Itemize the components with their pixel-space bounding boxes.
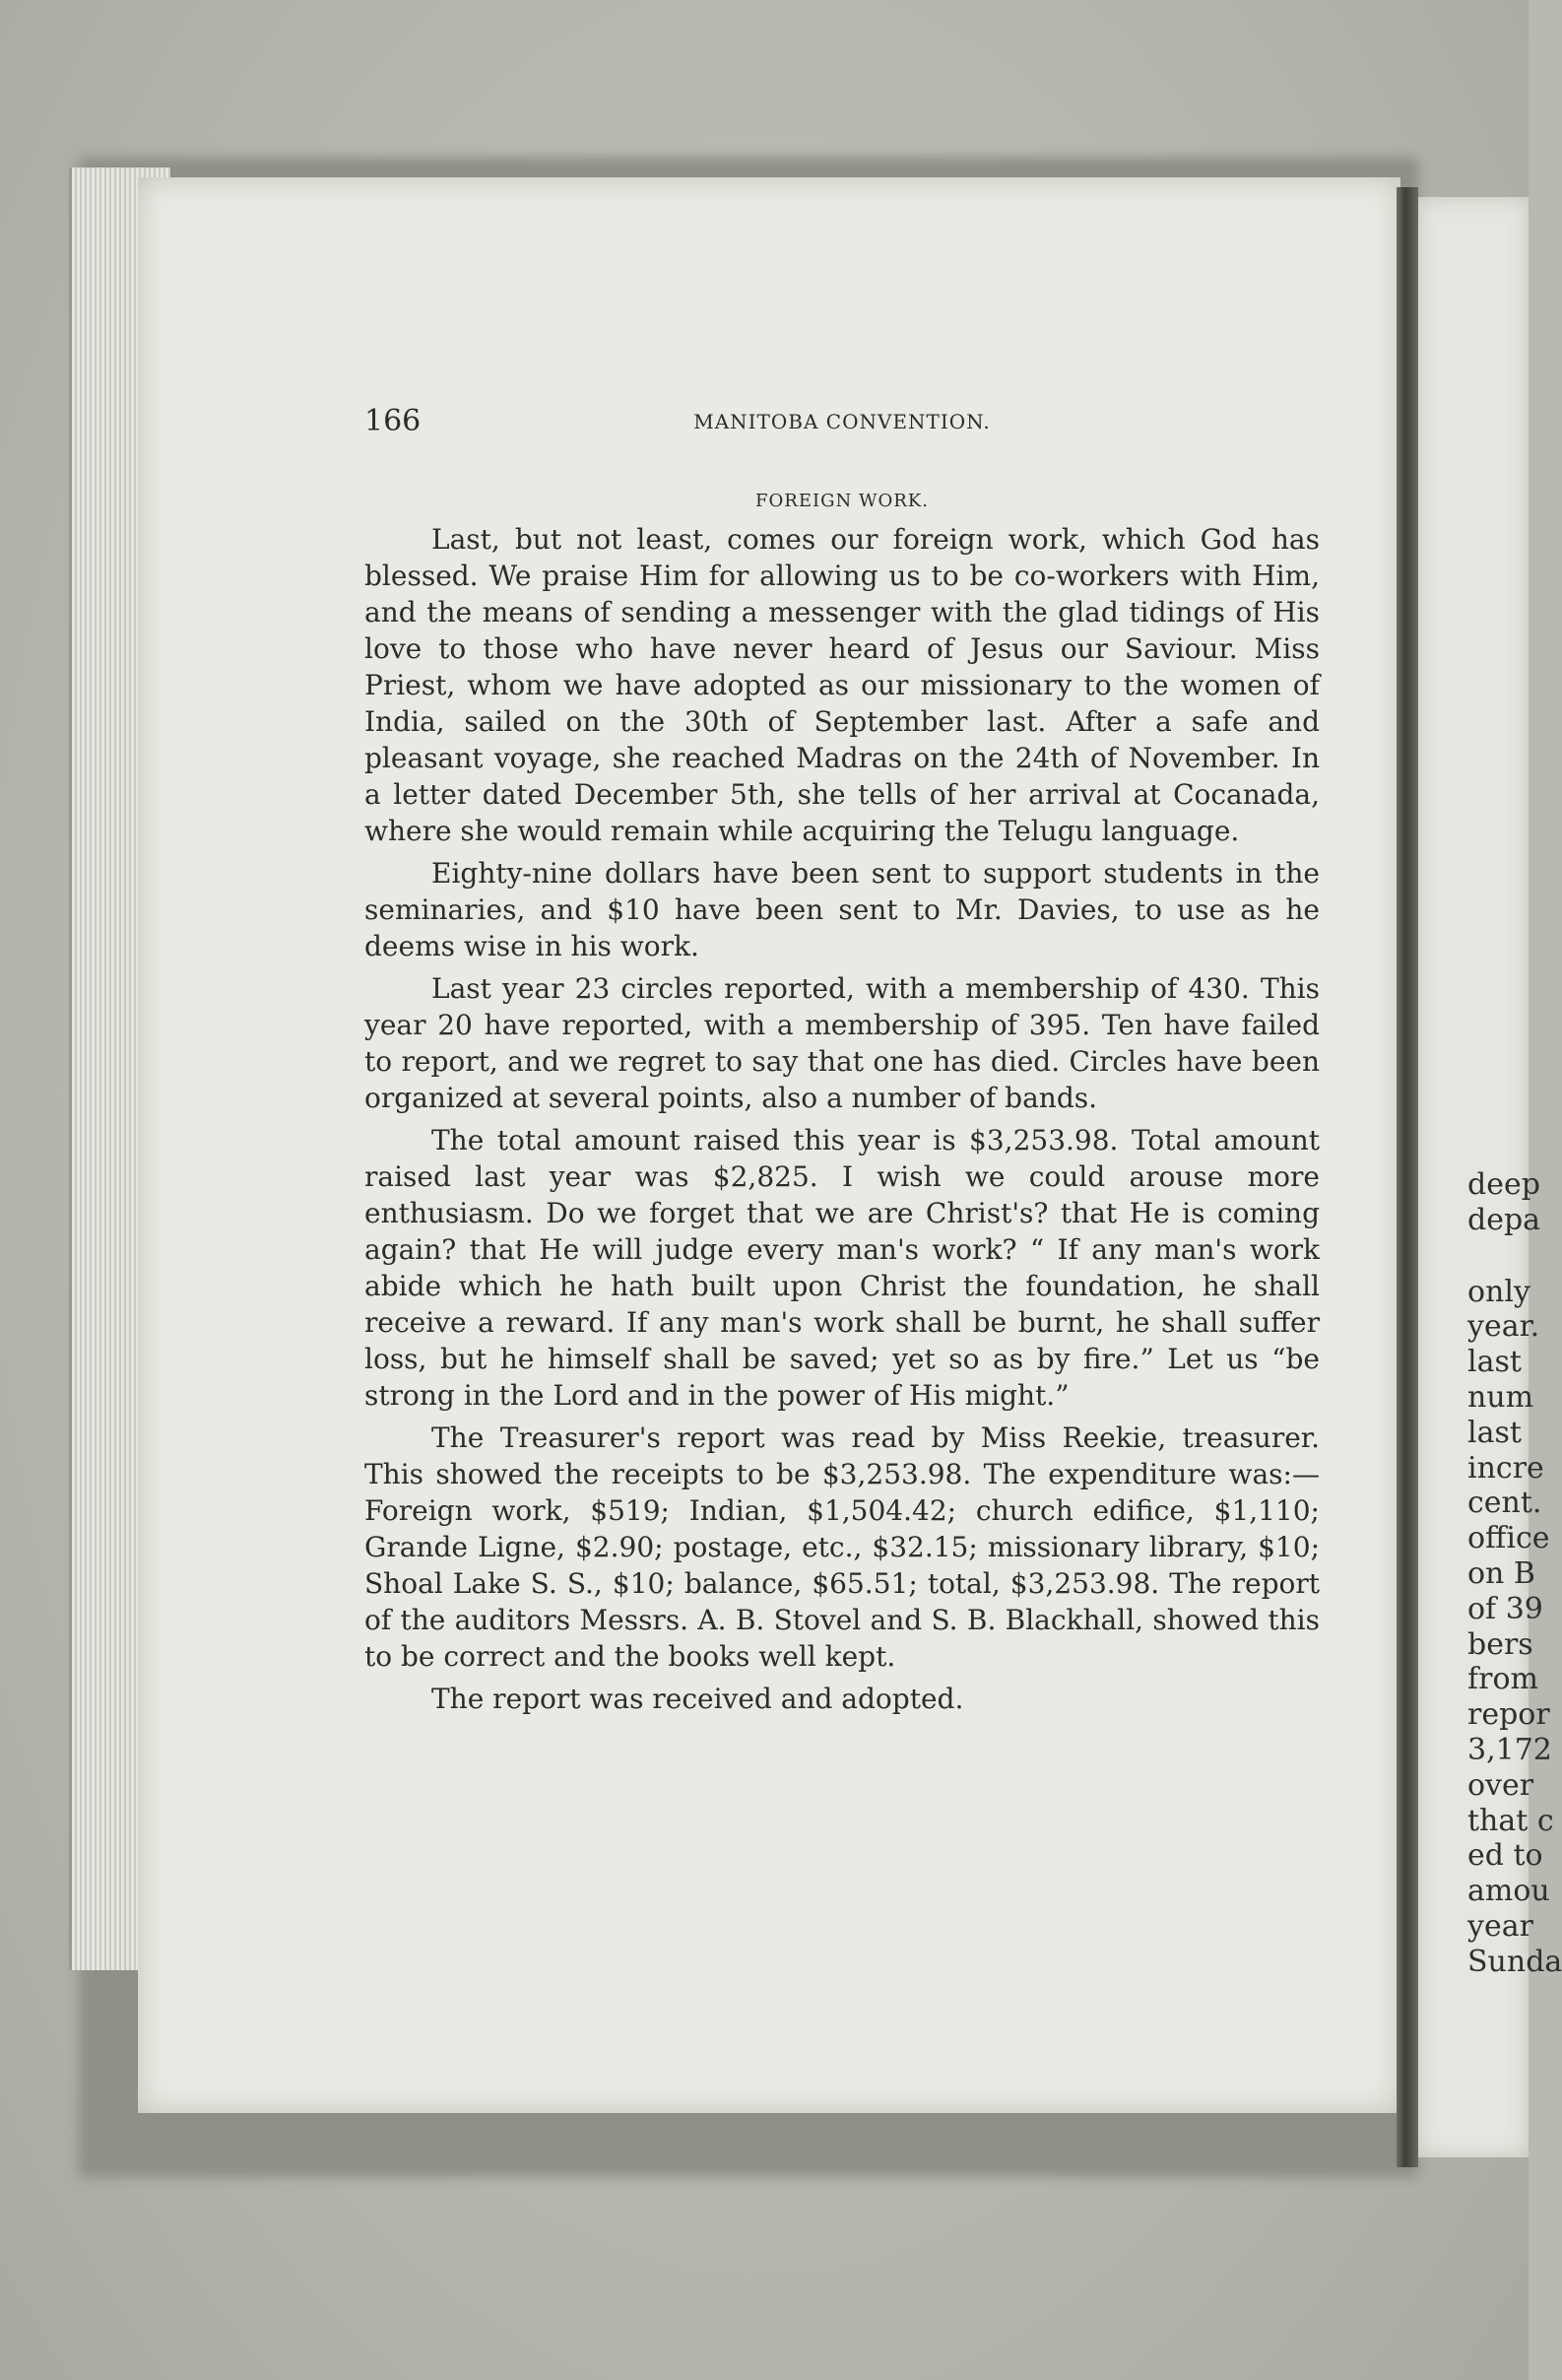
paragraph: Eighty-nine dollars have been sent to support students in the seminaries, and $10 have been sent to Mr. Davies, to use as he deems wise in his work. xyxy=(364,857,1320,962)
paragraph: Last, but not least, comes our foreign work, which God has blessed. We praise Him for allowing us to be co-workers with Him, and the means of sending a messenger with the glad tidings of His love to those who have never heard of Jesus our Saviour. Miss Priest, whom we have adopted as our missionary to the women of India, sailed on the 30th of September last. After a safe and pleasant voyage, she reached Madras on the 24th of November. In a letter dated December 5th, she tells of her arrival at Cocanada, where she would remain while acquiring the Telugu language. xyxy=(364,523,1320,847)
page-number: 166 xyxy=(364,404,422,438)
facing-fragment: repor xyxy=(1467,1697,1550,1733)
facing-gap xyxy=(1467,1238,1562,1275)
facing-fragment: amou xyxy=(1467,1874,1550,1909)
facing-fragment: on B xyxy=(1467,1555,1535,1591)
facing-fragment: deep xyxy=(1467,1167,1540,1202)
facing-fragment: of 39 xyxy=(1467,1591,1543,1626)
facing-fragment: from xyxy=(1467,1662,1538,1697)
section-heading: FOREIGN WORK. xyxy=(755,491,929,511)
paragraph: The report was received and adopted. xyxy=(431,1683,964,1715)
facing-page-text xyxy=(1467,1167,1562,1980)
paragraph: The total amount raised this year is $3,253.98. Total amount raised last year was $2,825. I wish we could arouse more enthusiasm. Do we forget that we are Christ's? that He is coming again? that He will judge every man's work? “ If any man's work abide which he hath built upon Christ the foundation, he shall receive a reward. If any man's work shall be burnt, he shall suffer loss, but he himself shall be saved; yet so as by fire.” Let us “be strong in the Lord and in the power of His might.” xyxy=(364,1124,1320,1412)
running-head xyxy=(364,404,1320,443)
facing-fragment: over xyxy=(1467,1767,1534,1803)
facing-fragment: 3,172 xyxy=(1467,1732,1552,1767)
facing-fragment: office xyxy=(1467,1521,1550,1556)
facing-fragment: year. xyxy=(1467,1309,1540,1345)
paragraph: The Treasurer's report was read by Miss Reekie, treasurer. This showed the receipts to be $3,253.98. The expenditure was:— Foreign work, $519; Indian, $1,504.42; church edifice, $1,110; Grande Ligne, $2.90; postage, etc., $32.15; missionary library, $10; Shoal Lake S. S., $10; balance, $65.51; total, $3,253.98. The report of the auditors Messrs. A. B. Stovel and S. B. Blackhall, showed this to be correct and the books well kept. xyxy=(364,1421,1320,1673)
facing-fragment: depa xyxy=(1467,1202,1541,1237)
facing-fragment: only xyxy=(1467,1274,1530,1309)
facing-fragment: bers xyxy=(1467,1626,1533,1662)
facing-page xyxy=(1418,197,1562,2157)
paragraph: Last year 23 circles reported, with a membership of 430. This year 20 have reported, with a membership of 395. Ten have failed to report, and we regret to say that one has died. Circles have been organized at several points, also a number of bands. xyxy=(364,972,1320,1114)
running-title: MANITOBA CONVENTION. xyxy=(693,410,991,433)
facing-fragment: Sunda xyxy=(1467,1944,1562,1979)
body-text xyxy=(364,521,1320,1717)
facing-fragment: incre xyxy=(1467,1450,1544,1486)
page-content xyxy=(364,404,1320,1723)
facing-fragment: that c xyxy=(1467,1803,1554,1838)
facing-fragment: year xyxy=(1467,1908,1533,1944)
facing-fragment: num xyxy=(1467,1379,1534,1415)
facing-fragment: cent. xyxy=(1467,1486,1542,1521)
facing-fragment: last xyxy=(1467,1345,1522,1380)
facing-fragment: ed to xyxy=(1467,1838,1543,1874)
book-gutter xyxy=(1397,187,1418,2167)
facing-fragment: last xyxy=(1467,1415,1522,1450)
